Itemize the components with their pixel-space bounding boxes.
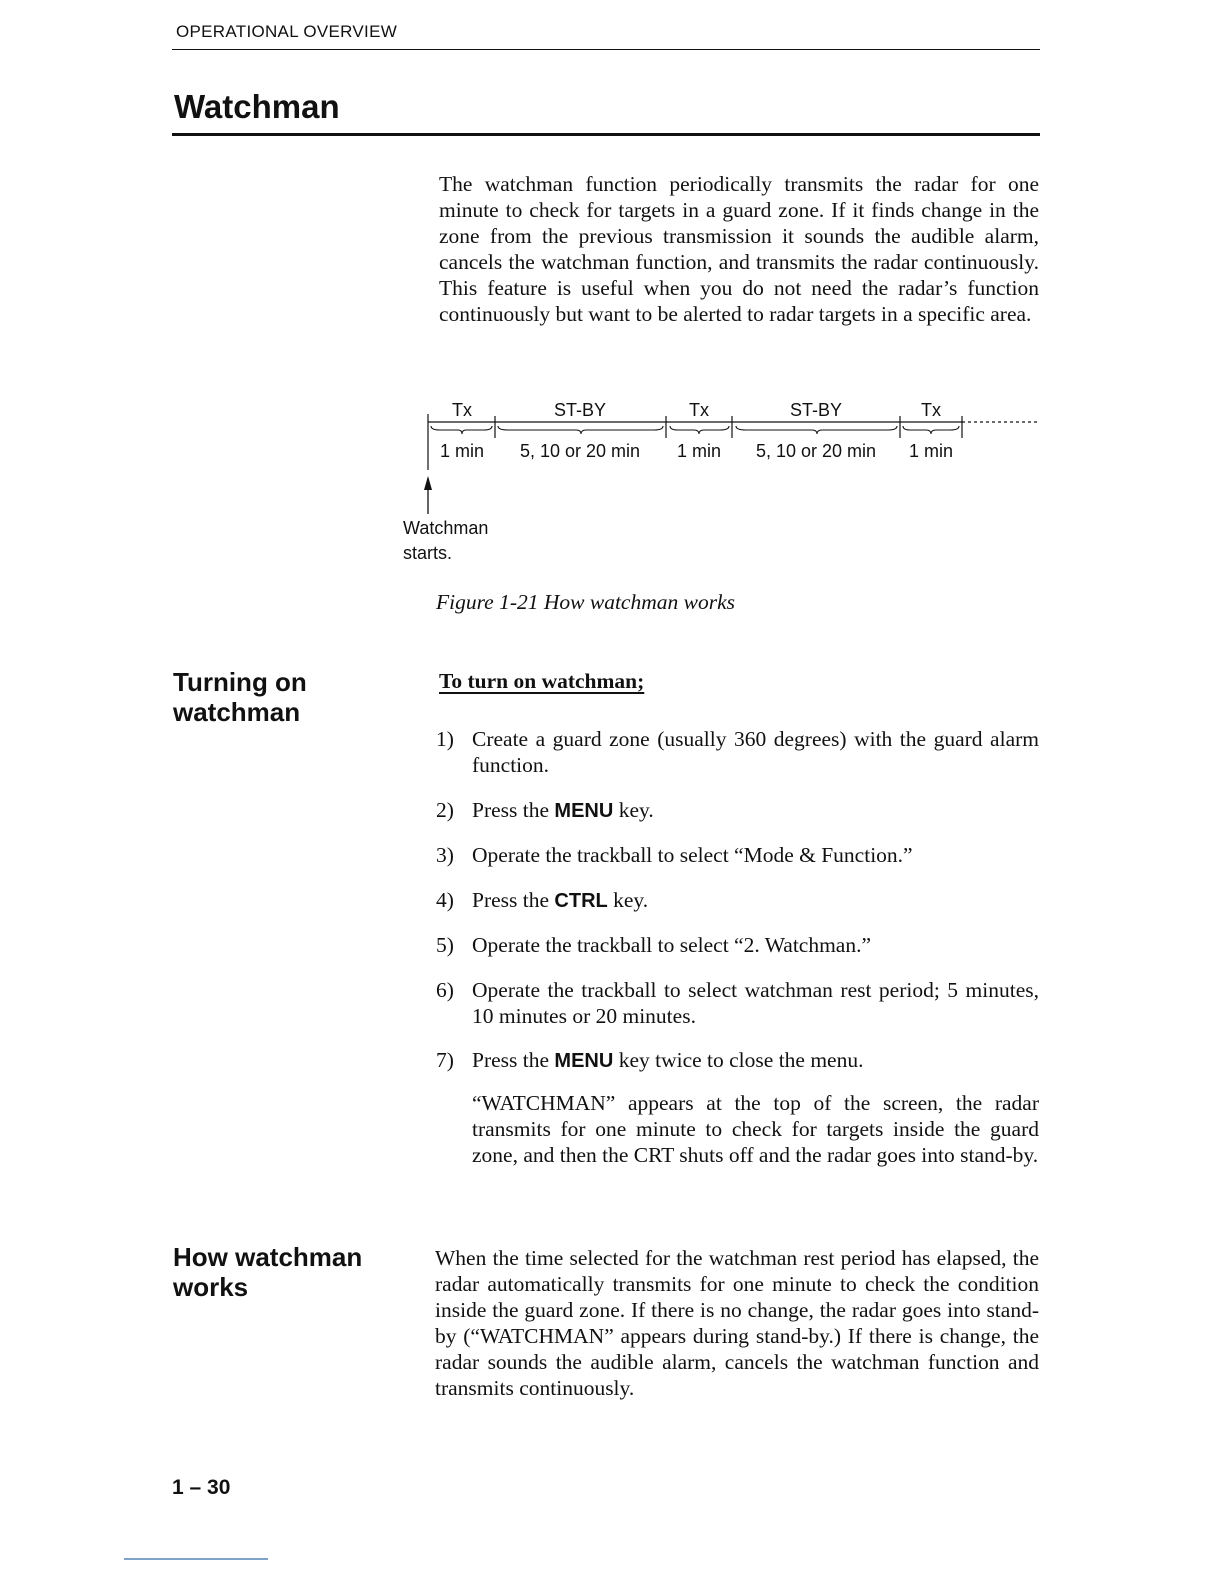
how-works-paragraph: When the time selected for the watchman rest period has elapsed, the radar automatically transmits for one minute to check the condition inside the guard zone. If there is no change, the radar goes into stand-by (“WATCHMAN” appears during stand-by.) If there is change, the radar sounds the audible alarm, cancels the watchman function and transmits continuously. bbox=[435, 1246, 1039, 1400]
start-label-line2: starts. bbox=[403, 543, 453, 563]
brace-tx-3 bbox=[903, 426, 959, 434]
step-item: 4) Press the CTRL key. bbox=[436, 887, 649, 912]
menu-key-label: MENU bbox=[554, 1050, 614, 1072]
start-label-line1: Watchman bbox=[403, 518, 489, 538]
bottom-edge-line bbox=[124, 1558, 268, 1560]
phase-label-stby-1: ST-BY bbox=[553, 400, 607, 420]
duration-label-1: 1 min bbox=[439, 441, 485, 461]
title-rule bbox=[172, 133, 1040, 136]
how-works-heading: How watchman works bbox=[173, 1242, 363, 1302]
procedure-subheading: To turn on watchman; bbox=[439, 669, 645, 693]
brace-stby-1 bbox=[498, 426, 663, 434]
procedure-steps bbox=[436, 726, 1039, 1093]
turning-on-heading: Turning on watchman bbox=[173, 667, 307, 727]
duration-label-2: 5, 10 or 20 min bbox=[519, 441, 641, 461]
page-title: Watchman bbox=[174, 88, 340, 125]
duration-label-3: 1 min bbox=[676, 441, 722, 461]
phase-label-tx-3: Tx bbox=[921, 400, 941, 420]
phase-label-tx-1: Tx bbox=[452, 400, 472, 420]
section-header: OPERATIONAL OVERVIEW bbox=[176, 22, 398, 41]
duration-label-4: 5, 10 or 20 min bbox=[755, 441, 877, 461]
step-item: 5) Operate the trackball to select “2. Watchman.” bbox=[436, 933, 872, 957]
intro-paragraph: The watchman function periodically transmits the radar for one minute to check for targets in a guard zone. If it finds change in the zone from the previous transmission it sounds the audible alarm, cancels the watchman function, and transmits the radar continuously. This feature is useful when you do not need the radar’s function continuously but want to be alerted to radar targets in a specific area. bbox=[439, 172, 1039, 326]
step-item: 1) Create a guard zone (usually 360 degrees) with the guard alarm function. bbox=[436, 727, 1039, 777]
figure-caption: Figure 1-21 How watchman works bbox=[436, 590, 735, 614]
duration-label-5: 1 min bbox=[908, 441, 954, 461]
menu-key-label: MENU bbox=[554, 799, 614, 822]
header-rule bbox=[172, 49, 1040, 50]
page-number: 1 – 30 bbox=[172, 1476, 231, 1499]
brace-tx-1 bbox=[431, 426, 492, 434]
phase-label-tx-2: Tx bbox=[689, 400, 709, 420]
step-item: 6) Operate the trackball to select watchman rest period; 5 minutes, 10 minutes or 20 minutes. bbox=[436, 977, 1039, 1028]
phase-label-stby-2: ST-BY bbox=[789, 400, 843, 420]
brace-tx-2 bbox=[670, 426, 729, 434]
step-item: 2) Press the MENU key. bbox=[436, 797, 654, 822]
watchman-timing-diagram bbox=[400, 392, 1050, 572]
result-note: “WATCHMAN” appears at the top of the screen, the radar transmits for one minute to check for targets inside the guard zone, and then the CRT shuts off and the radar goes into stand-by. bbox=[472, 1091, 1039, 1167]
brace-stby-2 bbox=[736, 426, 897, 434]
start-arrow-head-icon bbox=[424, 476, 432, 490]
ctrl-key-label: CTRL bbox=[554, 889, 608, 912]
step-item: 7) Press the MENU key twice to close the menu. bbox=[436, 1048, 864, 1072]
step-item: 3) Operate the trackball to select “Mode & Function.” bbox=[436, 843, 913, 867]
